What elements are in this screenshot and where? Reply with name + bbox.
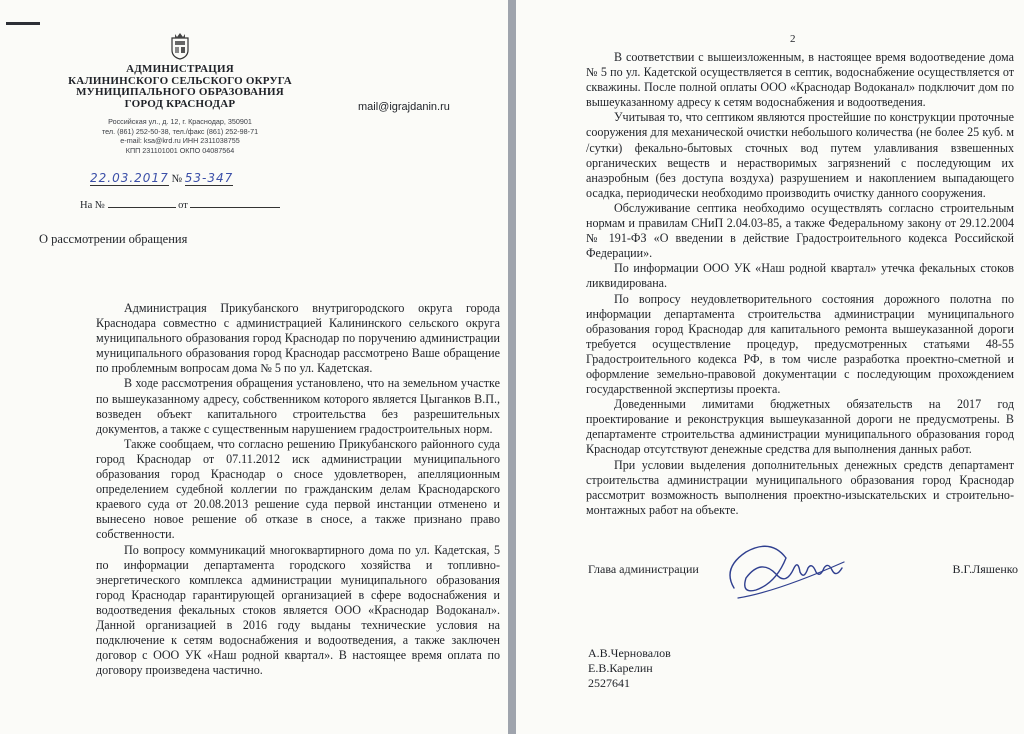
ref-from-label: от <box>178 200 188 211</box>
contact-line: А.В.Черновалов <box>588 646 671 660</box>
scan-mark <box>6 22 40 25</box>
org-name-line: ГОРОД КРАСНОДАР <box>124 97 236 110</box>
body-paragraph: В соответствии с вышеизложенным, в настоящее время водоотведение дома № 5 по ул. Кадетской осуществляется в септик, водоснабжение осуществляется от скважины. После полной оплаты ООО «Краснодар Водоканал» подключит дом по вышеуказанному адресу к сетям водоснабжения и водоотведения. <box>586 50 1014 110</box>
contact-line: 2527641 <box>588 676 630 690</box>
executor-contacts <box>588 646 671 691</box>
address-line: Российская ул., д. 12, г. Краснодар, 350901 <box>108 117 252 126</box>
contact-line: Е.В.Карелин <box>588 661 653 675</box>
reg-date: 22.03.2017 <box>90 171 169 185</box>
org-name-line: МУНИЦИПАЛЬНОГО ОБРАЗОВАНИЯ <box>76 86 284 98</box>
ref-from-blank <box>190 197 280 208</box>
ref-no-label: На № <box>80 200 105 211</box>
body-paragraph: Администрация Прикубанского внутригородского округа города Краснодара совместно с администрацией Калининского сельского округа муниципального образования город Краснодар по поручению администрации муниципального образования город Краснодар рассмотрено Ваше обращение по проблемным вопросам дома № 5 по ул. Кадетская. <box>96 301 500 376</box>
letter-body <box>96 301 500 678</box>
org-name-line: АДМИНИСТРАЦИЯ <box>126 63 234 75</box>
body-paragraph: Доведенными лимитами бюджетных обязательств на 2017 год проектирование и реконструкция вышеуказанной дороги не предусмотрены. В департаменте строительства администрации муниципального образования город Краснодар отсутствуют денежные средства для выполнения данных работ. <box>586 397 1014 457</box>
registration-line <box>90 171 270 186</box>
address-line: КПП 231101001 ОКПО 04087564 <box>125 145 235 155</box>
coat-of-arms-icon <box>169 32 191 60</box>
org-address <box>64 117 296 155</box>
reg-number-label: № <box>171 173 182 185</box>
org-name-line: КАЛИНИНСКОГО СЕЛЬСКОГО ОКРУГА <box>68 74 292 87</box>
signer-title: Глава администрации <box>588 562 699 576</box>
reg-number: 53-347 <box>184 171 234 185</box>
body-paragraph: По вопросу неудовлетворительного состояния дорожного полотна по информации департамента строительства администрации муниципального образования город Краснодар для капитального ремонта вышеуказанной дороги требуется осуществление процедур, предусмотренных статьями 48-55 Градостроительного кодекса РФ, в том числе разработка проектно-сметной и оформление земельно-правовой документации с последующим прохождением государственной экспертизы проекта. <box>586 291 1014 397</box>
address-line: тел. (861) 252-50-38, тел./факс (861) 252-98-71 <box>101 126 259 136</box>
body-paragraph: Также сообщаем, что согласно решению Прикубанского районного суда город Краснодар от 07.11.2012 иск администрации муниципального образования город Краснодар о сносе удовлетворен, апелляционным определением судебной коллегии по гражданским делам Краснодарского краевого суда от 20.08.2013 решение суда первой инстанции отменено и вынесено новое решение об отказе в сносе, а также признано право собственности. <box>96 436 500 542</box>
ref-no-blank <box>108 197 176 208</box>
letterhead <box>64 32 296 155</box>
letter-page-2 <box>516 0 1024 734</box>
page-number: 2 <box>790 33 796 45</box>
body-paragraph: По информации ООО УК «Наш родной квартал» утечка фекальных стоков ликвидирована. <box>586 261 1014 291</box>
body-paragraph: Обслуживание септика необходимо осуществлять согласно строительным нормам и правилам СНиП 2.04.03-85, а также Федеральному закону от 29.12.2004 № 191-ФЗ «О введении в действие Градостроительного кодекса Российской Федерации». <box>586 200 1014 261</box>
handwritten-signature <box>716 528 856 618</box>
letter-page-1 <box>0 0 508 734</box>
body-paragraph: По вопросу коммуникаций многоквартирного дома по ул. Кадетская, 5 по информации департамента городского хозяйства и топливно-энергетического комплекса администрации муниципального образования город Краснодар гарантирующей организацией в сфере водоснабжения и водоотведения фекальных стоков является ООО «Краснодар Водоканал». Данной организацией в 2016 году выданы технические условия на подключение к сетям водоснабжения и водоотведения, а также заключен договор с ООО УК «Наш родной квартал». В настоящее время оплата по договору произведена частично. <box>96 542 500 678</box>
address-line: e-mail: ksa@krd.ru ИНН 2311038755 <box>120 136 240 146</box>
letter-body-continued <box>586 50 1014 518</box>
recipient-email: mail@igrajdanin.ru <box>358 101 450 113</box>
signer-name: В.Г.Ляшенко <box>952 562 1018 576</box>
body-paragraph: В ходе рассмотрения обращения установлено, что на земельном участке по вышеуказанному адресу, собственником которого является Цыганков В.П., возведен объект капитального строительства без разрешительных документов, а также с существенным нарушением градостроительных норм. <box>96 376 500 436</box>
body-paragraph: При условии выделения дополнительных денежных средств департамент строительства администрации муниципального образования город Краснодар рассмотрит возможность выполнения проектно-изыскательских и строительно-монтажных работ на объекте. <box>586 457 1014 517</box>
body-paragraph: Учитывая то, что септиком являются простейшие по конструкции проточные сооружения для механической очистки небольшого количества (не более 25 куб. м /сутки) фекально-бытовых сточных вод путем улавливания взвешенных органических веществ и нерастворимых загрязнений с последующим их анаэробным (без доступа воздуха) разрушением и накоплением выпадающего осадка, периодически необходимо производить очистку данного сооружения. <box>586 110 1014 200</box>
letter-subject: О рассмотрении обращения <box>39 232 188 246</box>
reference-line <box>80 197 280 211</box>
